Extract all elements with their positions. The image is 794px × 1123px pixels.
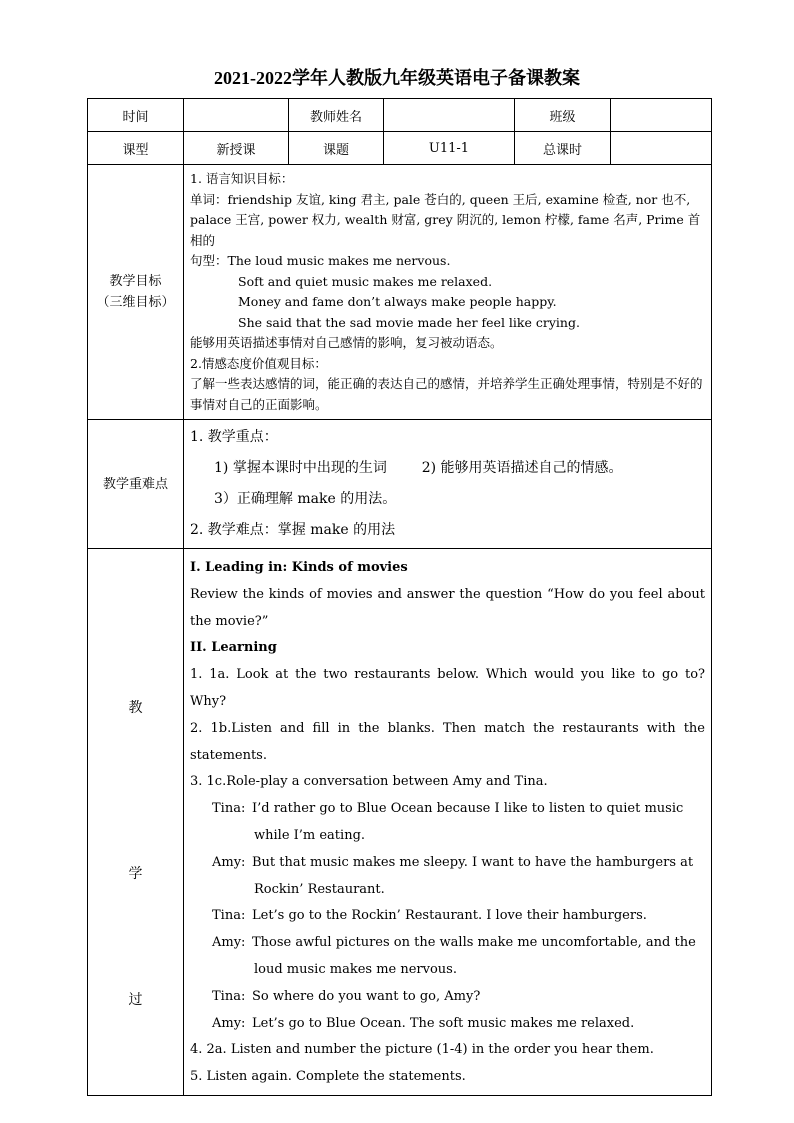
- dialogue-line: [190, 984, 705, 1011]
- objective-line: 句型：The loud music makes me nervous.: [190, 253, 451, 268]
- objective-line: 1. 语言知识目标：: [190, 171, 294, 186]
- key-point-item: 2) 能够用英语描述自己的情感。: [421, 460, 623, 476]
- objective-line: 能够用英语描述事情对自己感情的影响，复习被动语态。: [190, 335, 503, 350]
- time-label: 时间: [88, 99, 184, 132]
- document-title: 2021-2022学年人教版九年级英语电子备课教案: [214, 68, 580, 88]
- key-points-label: 教学重难点: [88, 420, 184, 549]
- dialogue-continuation: loud music makes me nervous.: [254, 961, 457, 977]
- objective-line: 2.情感态度价值观目标：: [190, 355, 327, 371]
- key-point-item: 1) 掌握本课时中出现的生词: [214, 460, 387, 476]
- topic-value: U11-1: [384, 132, 515, 165]
- type-label: 课型: [88, 132, 184, 165]
- key-point-line: 3）正确理解 make 的用法。: [214, 491, 397, 507]
- hours-label: 总课时: [515, 132, 611, 165]
- process-label-char: 教: [128, 700, 143, 716]
- list-item: 2. 1b.Listen and fill in the blanks. Then match the restaurants with the statements.: [190, 720, 705, 763]
- objectives-row: [88, 165, 712, 420]
- dialogue-line: [190, 903, 705, 930]
- teacher-label: 教师姓名: [289, 99, 384, 132]
- process-label: [88, 549, 184, 1096]
- class-value: [611, 99, 712, 132]
- dialogue-line: [190, 930, 705, 957]
- hours-value: [611, 132, 712, 165]
- list-item: 1. 1a. Look at the two restaurants below. Which would you like to go to? Why?: [190, 667, 705, 709]
- speech: Those awful pictures on the walls make me uncomfortable, and the: [252, 935, 696, 951]
- speech: So where do you want to go, Amy?: [252, 988, 481, 1004]
- list-item: 4. 2a. Listen and number the picture (1-4) in the order you hear them.: [190, 1042, 654, 1058]
- speech: Let’s go to Blue Ocean. The soft music makes me relaxed.: [252, 1015, 635, 1031]
- key-points-content: [184, 420, 712, 549]
- paragraph: Review the kinds of movies and answer the question “How do you feel about the movie?”: [190, 586, 705, 629]
- dialogue-continuation: Rockin’ Restaurant.: [254, 881, 385, 897]
- key-point-line: 2. 教学难点：掌握 make 的用法: [190, 522, 396, 538]
- key-point-line: [190, 453, 705, 484]
- type-value: 新授课: [184, 132, 289, 165]
- teacher-value: [384, 99, 515, 132]
- objectives-label: [88, 165, 184, 420]
- key-point-line: 1. 教学重点：: [190, 429, 278, 445]
- speaker: Amy:: [212, 1015, 246, 1031]
- speaker: Amy:: [212, 935, 246, 951]
- key-points-row: [88, 420, 712, 549]
- dialogue-line: [190, 1011, 705, 1038]
- time-value: [184, 99, 289, 132]
- speech: I’d rather go to Blue Ocean because I like to listen to quiet music: [252, 801, 684, 817]
- speaker: Tina:: [212, 801, 246, 817]
- topic-label: 课题: [289, 132, 384, 165]
- objective-line: 了解一些表达感情的词，能正确的表达自己的感情，并培养学生正确处理事情，特别是不好的事情对自己的正面影响。: [190, 376, 703, 412]
- objectives-label-line1: 教学目标: [109, 274, 162, 289]
- objectives-content: [184, 165, 712, 420]
- objective-line: 单词：friendship 友谊, king 君主, pale 苍白的, queen 王后, examine 检查, nor 也不, palace 王宫, power 权力, wealth 财富, grey 阴沉的, lemon 柠檬, fame 名声, Prime 首相的: [190, 191, 701, 248]
- dialogue-continuation: while I’m eating.: [254, 827, 366, 843]
- speech: But that music makes me sleepy. I want to have the hamburgers at: [252, 854, 694, 870]
- section-heading: I. Leading in: Kinds of movies: [190, 560, 408, 575]
- process-label-char: 学: [128, 866, 143, 882]
- sentence-pattern: Soft and quiet music makes me relaxed.: [238, 273, 493, 289]
- process-label-char: 过: [128, 992, 143, 1008]
- sentence-pattern: Money and fame don’t always make people happy.: [238, 294, 557, 309]
- speaker: Amy:: [212, 854, 246, 870]
- header-row-2: [88, 132, 712, 165]
- speech: Let’s go to the Rockin’ Restaurant. I love their hamburgers.: [252, 908, 647, 924]
- dialogue-line: [190, 796, 705, 823]
- list-item: 3. 1c.Role-play a conversation between Amy and Tina.: [190, 774, 548, 790]
- speaker: Tina:: [212, 988, 246, 1004]
- objectives-label-line2: （三维目标）: [96, 295, 175, 310]
- class-label: 班级: [515, 99, 611, 132]
- sentence-pattern: She said that the sad movie made her feel like crying.: [238, 314, 580, 330]
- list-item: 5. Listen again. Complete the statements.: [190, 1069, 466, 1085]
- process-row: [88, 549, 712, 1096]
- process-content: [184, 549, 712, 1096]
- section-heading: II. Learning: [190, 640, 277, 656]
- lesson-plan-table: [87, 98, 712, 1096]
- speaker: Tina:: [212, 908, 246, 924]
- header-row-1: [88, 99, 712, 132]
- dialogue-line: [190, 850, 705, 877]
